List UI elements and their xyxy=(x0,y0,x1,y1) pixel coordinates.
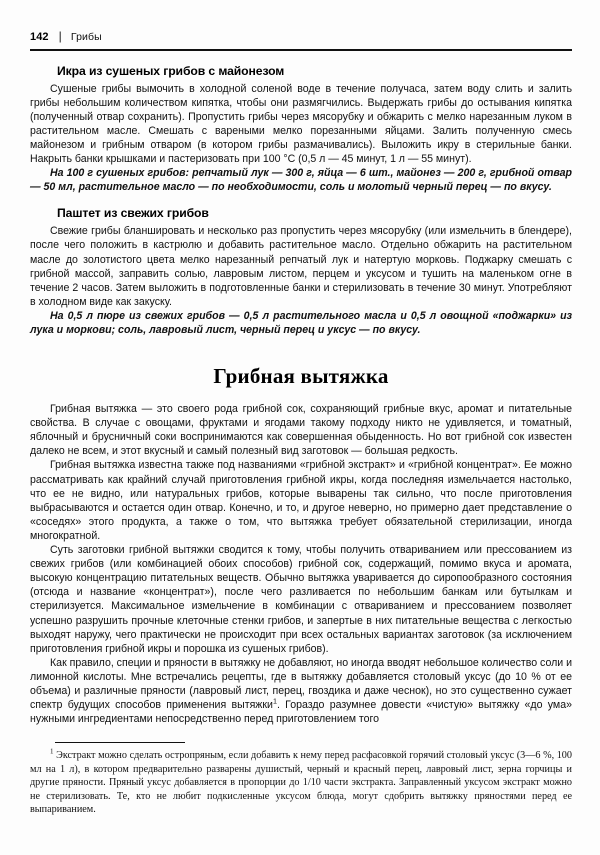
running-head-line xyxy=(30,30,572,46)
recipe-ingredients-2: На 0,5 л пюре из свежих грибов — 0,5 л растительного масла и 0,5 л овощной «поджарки» из лука и моркови; соль, лавровый лист, черный перец и уксус — по вкусу. xyxy=(30,309,572,336)
section-paragraph-3: Суть заготовки грибной вытяжки сводится к тому, чтобы получить отвариванием или прессованием из свежих грибов (или комбинацией обоих способов) грибной сок, содержащий, помимо вкуса и аромата, высокую концентрацию питательных веществ. Обычно вытяжка уваривается до сиропообразного состояния (отсюда и название «концентрат»), после чего разливается по небольшим банкам или бутылкам и стерилизуется. Максимальное измельчение в комбинации с отвариванием и прессованием позволяет успешно разрушить прочные клеточные стенки грибов, и запертые в них питательные вещества с легкостью выходят наружу, чего практически не происходит при всех остальных вариантах заготовок (за исключением приготовления грибной икры и порошка из сушеных грибов). xyxy=(30,544,572,655)
footnote-marker: 1 xyxy=(50,748,54,756)
running-head-separator: | xyxy=(58,29,62,43)
recipe-ingredients-1: На 100 г сушеных грибов: репчатый лук — 300 г, яйца — 6 шт., майонез — 200 г, грибной отвар — 50 мл, растительное масло — по необходимости, соль и молотый черный перец — по вкусу. xyxy=(30,167,572,194)
section-title: Грибная вытяжка xyxy=(213,364,389,389)
page-content xyxy=(30,30,572,726)
section-paragraph-4-part1: Как правило, специи и пряности в вытяжку не добавляют, но иногда вводят небольшое количество соли и лимонной кислоты. Мне встречались рецепты, где в вытяжку добавляется столовый уксус (до 10 % от ее объема) и различные пряности (лавровый лист, перец, гвоздика и даже чеснок), но это существенно сужает спектр будущих способов применения вытяжки xyxy=(30,656,572,712)
section-paragraph-4 xyxy=(30,656,572,726)
page-number: 142 xyxy=(30,31,49,43)
recipe-body-1: Сушеные грибы вымочить в холодной соленой воде в течение получаса, затем воду слить и залить грибы небольшим количеством кипятка, чтобы они размягчились. Выдержать грибы до остывания кипятка (полученный отвар сохранить). Пропустить грибы через мясорубку и обжарить с мелко нарезанным луком в растительном масле. Смешать с вареными мелко порезанными яйцами. Залить полученную смесь майонезом и грибным отваром (в котором грибы размачивались). Выложить икру в стерильные банки. Накрыть банки крышками и пастеризовать при 100 °С (0,5 л — 45 минут, 1 л — 55 минут). xyxy=(30,82,572,166)
footnote-reference-marker: 1 xyxy=(272,696,277,706)
running-head-section: Грибы xyxy=(70,31,102,43)
footnote-area xyxy=(30,742,572,816)
recipe-title-1: Икра из сушеных грибов с майонезом xyxy=(57,63,285,78)
footnote-separator-rule xyxy=(55,742,185,743)
footnote-body: Экстракт можно сделать остропряным, если добавить к нему перед расфасовкой горячий столовый уксус (3—6 %, 100 мл на 1 л), в котором предварительно разварены душистый, черный и красный перец, лавровый лист, зерна горчицы и другие пряности. Пряный уксус добавляется в пропорции до 1/10 части экстракта. Заправленный уксусом экстракт можно не стерилизовать. Те, кто не любит подкисленные уксусом блюда, могут сдобрить вытяжку пряностями перед ее выпариванием. xyxy=(30,750,572,816)
section-paragraph-4-part2: . Гораздо разумнее довести «чистую» вытяжку «до ума» нужными ингредиентами непосредственно перед приготовлением того xyxy=(30,699,572,726)
running-head xyxy=(30,30,572,51)
section-paragraph-2: Грибная вытяжка известна также под названиями «грибной экстракт» и «грибной концентрат». Ее можно рассматривать как крайний случай приготовления грибной икры, когда последняя измельчается настолько, что ее не видно, или натуральных грибов, которые выварены так сильно, что после приготовления выбрасываются и остается один отвар. Конечно, и то, и другое неверно, но примерно дает представление о «соседях» этого продукта, а также о том, что вытяжка требует обязательной стерилизации, иногда многократной. xyxy=(30,459,572,542)
footnote-text xyxy=(30,749,572,816)
section-paragraph-1: Грибная вытяжка — это своего рода грибной сок, сохраняющий грибные вкус, аромат и питательные свойства. В случае с овощами, фруктами и ягодами такому подходу никто не удивляется, и томатный, яблочный и брусничный соки воспринимаются как совершенная обыденность. Но вот грибной сок известен далеко не всем, и этот вкусный и самый полезный вид заготовок — большая редкость. xyxy=(30,403,572,458)
recipe-body-2: Свежие грибы бланшировать и несколько раз пропустить через мясорубку (или измельчить в блендере), после чего положить в кастрюлю и добавить растительное масло. Отдельно обжарить на растительном масле до золотистого цвета мелко нарезанный репчатый лук и натертую морковь. Поджарку смешать с грибной массой, заправить солью, лавровым листом, перцем и уксусом и тушить на маленьком огне в течение 2 часов. Затем выложить в подготовленные банки и стерилизовать в течение 30 минут. Употребляют в холодном виде как закуску. xyxy=(30,225,572,308)
recipe-title-2: Паштет из свежих грибов xyxy=(57,206,209,221)
header-rule xyxy=(30,49,572,51)
